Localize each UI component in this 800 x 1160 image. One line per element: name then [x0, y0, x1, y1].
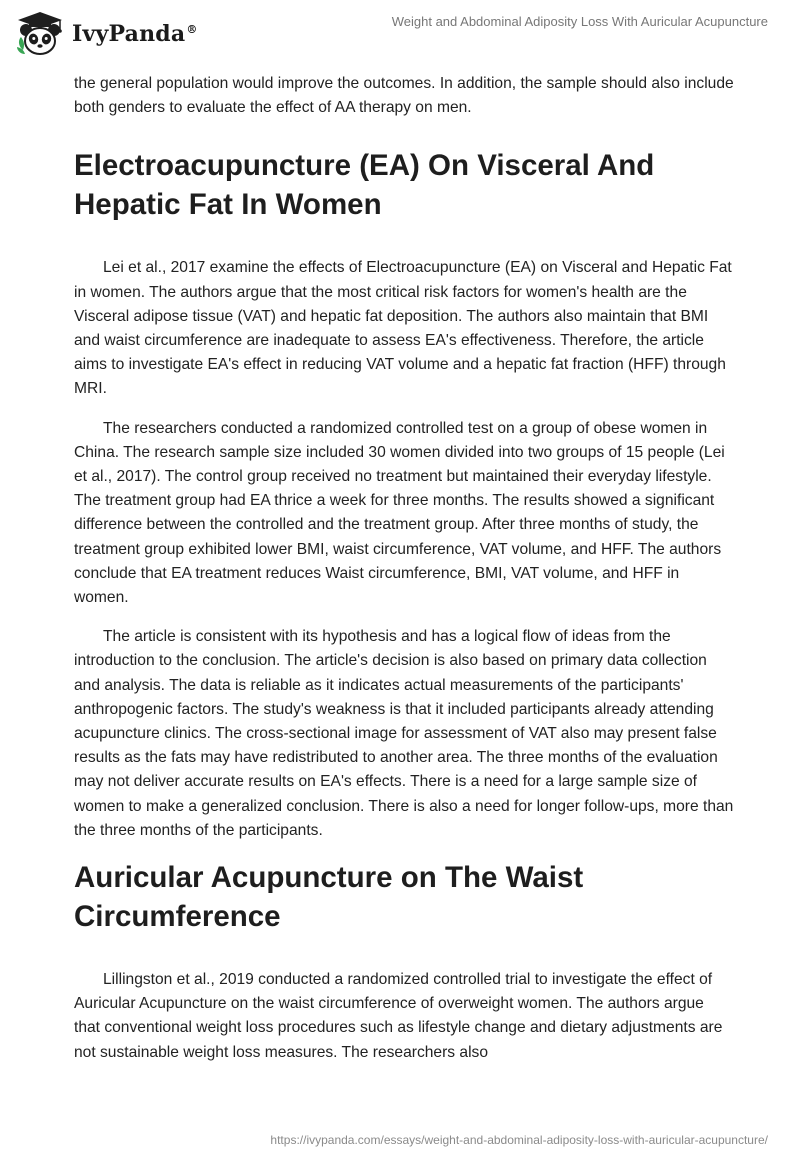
- paragraph: The researchers conducted a randomized controlled test on a group of obese women in China. The research sample size included 30 women divided into two groups of 15 people (Lei et al., 2017). The control group received no treatment but maintained their everyday lifestyle. The treatment group had EA thrice a week for three months. The results showed a significant difference between the controlled and the treatment group. After three months of study, the treatment group exhibited lower BMI, waist circumference, VAT volume, and HFF. The authors conclude that EA treatment reduces Waist circumference, BMI, VAT volume, and HFF in women.: [74, 419, 725, 607]
- paragraph: Lillingston et al., 2019 conducted a randomized controlled trial to investigate the effect of Auricular Acupuncture on the waist circumference of overweight women. The authors argue that conventional weight loss procedures such as lifestyle change and dietary adjustments are not sustainable weight loss measures. The researchers also: [74, 971, 723, 1061]
- essay-content: [74, 72, 734, 1080]
- document-title: Weight and Abdominal Adiposity Loss With Auricular Acupuncture: [391, 14, 768, 29]
- paragraph: Lei et al., 2017 examine the effects of Electroacupuncture (EA) on Visceral and Hepatic Fat in women. The authors argue that the most critical risk factors for women's health are the Visceral adipose tissue (VAT) and hepatic fat deposition. The authors also maintain that BMI and waist circumference are inadequate to assess EA's effectiveness. Therefore, the article aims to investigate EA's effect in reducing VAT volume and a hepatic fat fraction (HFF) through MRI.: [74, 259, 732, 398]
- page-header: [0, 0, 800, 68]
- logo-text: IvyPanda®: [72, 21, 198, 47]
- section-heading-electroacupuncture: Electroacupuncture (EA) On Visceral And Hepatic Fat In Women: [74, 149, 655, 222]
- section-heading-auricular-acupuncture: Auricular Acupuncture on The Waist Circumference: [74, 861, 584, 934]
- ivypanda-logo[interactable]: [14, 10, 198, 58]
- paragraph-continued: the general population would improve the outcomes. In addition, the sample should also include both genders to evaluate the effect of AA therapy on men.: [74, 75, 734, 117]
- source-url[interactable]: https://ivypanda.com/essays/weight-and-abdominal-adiposity-loss-with-auricular-acupuncture/: [270, 1133, 768, 1147]
- panda-graduate-icon: [14, 10, 66, 58]
- paragraph: The article is consistent with its hypothesis and has a logical flow of ideas from the introduction to the conclusion. The article's decision is also based on primary data collection and analysis. The data is reliable as it indicates actual measurements of the participants' anthropogenic factors. The study's weakness is that it included participants already attending acupuncture clinics. The cross-sectional image for assessment of VAT also may present false results as the fats may have redistributed to another area. The three months of the evaluation may not deliver accurate results on EA's effects. There is a need for a large sample size of women to make a generalized conclusion. There is also a need for longer follow-ups, more than the three months of the participants.: [74, 628, 734, 839]
